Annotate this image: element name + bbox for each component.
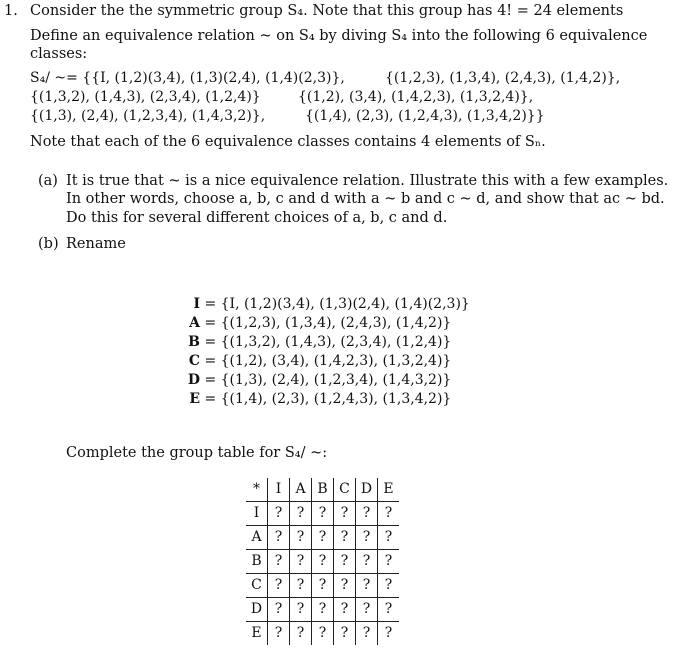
row-header: B bbox=[246, 550, 268, 574]
table-cell: ? bbox=[312, 526, 334, 550]
class-name: A bbox=[189, 315, 200, 331]
table-cell: ? bbox=[356, 598, 378, 622]
row-header: A bbox=[246, 526, 268, 550]
rename-row bbox=[170, 296, 470, 315]
group-table-header-row bbox=[246, 478, 399, 502]
rename-list bbox=[170, 296, 470, 410]
table-cell: ? bbox=[378, 526, 400, 550]
table-cell: ? bbox=[268, 622, 290, 646]
table-cell: ? bbox=[290, 502, 312, 526]
part-a-label: (a) bbox=[38, 173, 58, 189]
rename-row bbox=[170, 353, 470, 372]
group-table bbox=[246, 478, 399, 645]
table-cell: ? bbox=[356, 550, 378, 574]
class-set: = {(1,2), (3,4), (1,4,2,3), (1,3,2,4)} bbox=[204, 353, 452, 369]
table-cell: ? bbox=[378, 598, 400, 622]
table-cell: ? bbox=[334, 550, 356, 574]
define-line-1: Define an equivalence relation ~ on S₄ by diving S₄ into the following 6 equivalence bbox=[30, 28, 648, 44]
class-set: = {I, (1,2)(3,4), (1,3)(2,4), (1,4)(2,3)} bbox=[204, 296, 470, 312]
column-header: D bbox=[356, 478, 378, 502]
table-cell: ? bbox=[268, 598, 290, 622]
class-set: = {(1,2,3), (1,3,4), (2,4,3), (1,4,2)} bbox=[204, 315, 452, 331]
table-cell: ? bbox=[378, 502, 400, 526]
table-corner: * bbox=[246, 478, 268, 502]
rename-row bbox=[170, 372, 470, 391]
table-cell: ? bbox=[312, 502, 334, 526]
class-set: = {(1,4), (2,3), (1,2,4,3), (1,3,4,2)} bbox=[204, 391, 452, 407]
table-cell: ? bbox=[290, 526, 312, 550]
table-row bbox=[246, 502, 399, 526]
table-cell: ? bbox=[312, 550, 334, 574]
table-row bbox=[246, 550, 399, 574]
table-row bbox=[246, 574, 399, 598]
table-cell: ? bbox=[268, 526, 290, 550]
part-a-line-3: Do this for several different choices of a, b, c and d. bbox=[66, 210, 448, 226]
classes-line-3-left: {(1,3), (2,4), (1,2,3,4), (1,4,3,2)}, bbox=[30, 108, 266, 124]
table-row bbox=[246, 622, 399, 646]
classes-line-1-right: {(1,2,3), (1,3,4), (2,4,3), (1,4,2)}, bbox=[385, 70, 621, 86]
define-line-2: classes: bbox=[30, 46, 88, 62]
table-cell: ? bbox=[268, 574, 290, 598]
part-a-line-1: It is true that ~ is a nice equivalence relation. Illustrate this with a few examples. bbox=[66, 173, 669, 189]
class-set: = {(1,3), (2,4), (1,2,3,4), (1,4,3,2)} bbox=[204, 372, 452, 388]
rename-row bbox=[170, 391, 470, 410]
table-cell: ? bbox=[378, 550, 400, 574]
column-header: A bbox=[290, 478, 312, 502]
table-cell: ? bbox=[334, 526, 356, 550]
classes-line-1-left: S₄/ ~= {{I, (1,2)(3,4), (1,3)(2,4), (1,4)(2,3)}, bbox=[30, 70, 345, 86]
column-header: B bbox=[312, 478, 334, 502]
table-cell: ? bbox=[268, 550, 290, 574]
classes-line-2-left: {(1,3,2), (1,4,3), (2,3,4), (1,2,4)} bbox=[30, 89, 261, 105]
classes-line-2-right: {(1,2), (3,4), (1,4,2,3), (1,3,2,4)}, bbox=[298, 89, 534, 105]
table-cell: ? bbox=[290, 574, 312, 598]
column-header: C bbox=[334, 478, 356, 502]
table-cell: ? bbox=[290, 598, 312, 622]
row-header: E bbox=[246, 622, 268, 646]
table-cell: ? bbox=[334, 622, 356, 646]
column-header: I bbox=[268, 478, 290, 502]
table-cell: ? bbox=[356, 622, 378, 646]
table-cell: ? bbox=[290, 622, 312, 646]
row-header: D bbox=[246, 598, 268, 622]
problem-number: 1. bbox=[4, 3, 18, 19]
class-name: C bbox=[188, 353, 200, 369]
table-row bbox=[246, 526, 399, 550]
row-header: I bbox=[246, 502, 268, 526]
table-cell: ? bbox=[334, 574, 356, 598]
class-name: B bbox=[188, 334, 200, 350]
table-cell: ? bbox=[334, 598, 356, 622]
table-cell: ? bbox=[356, 502, 378, 526]
row-header: C bbox=[246, 574, 268, 598]
class-name: E bbox=[189, 391, 200, 407]
table-cell: ? bbox=[356, 574, 378, 598]
problem-intro: Consider the the symmetric group S₄. Note that this group has 4! = 24 elements bbox=[30, 3, 624, 19]
table-row bbox=[246, 598, 399, 622]
table-cell: ? bbox=[312, 598, 334, 622]
complete-table-instruction: Complete the group table for S₄/ ~: bbox=[66, 445, 328, 461]
table-cell: ? bbox=[268, 502, 290, 526]
class-size-note: Note that each of the 6 equivalence classes contains 4 elements of Sₙ. bbox=[30, 134, 546, 150]
table-cell: ? bbox=[312, 622, 334, 646]
table-cell: ? bbox=[290, 550, 312, 574]
table-cell: ? bbox=[378, 622, 400, 646]
rename-row bbox=[170, 315, 470, 334]
table-cell: ? bbox=[312, 574, 334, 598]
class-set: = {(1,3,2), (1,4,3), (2,3,4), (1,2,4)} bbox=[204, 334, 452, 350]
classes-line-3-right: {(1,4), (2,3), (1,2,4,3), (1,3,4,2)}} bbox=[305, 108, 545, 124]
rename-row bbox=[170, 334, 470, 353]
part-b-label: (b) bbox=[38, 236, 59, 252]
class-name: I bbox=[193, 296, 200, 312]
part-b-text: Rename bbox=[66, 236, 126, 252]
table-cell: ? bbox=[378, 574, 400, 598]
column-header: E bbox=[378, 478, 400, 502]
table-cell: ? bbox=[334, 502, 356, 526]
table-cell: ? bbox=[356, 526, 378, 550]
part-a-line-2: In other words, choose a, b, c and d with a ~ b and c ~ d, and show that ac ~ bd. bbox=[66, 191, 665, 207]
class-name: D bbox=[187, 372, 200, 388]
